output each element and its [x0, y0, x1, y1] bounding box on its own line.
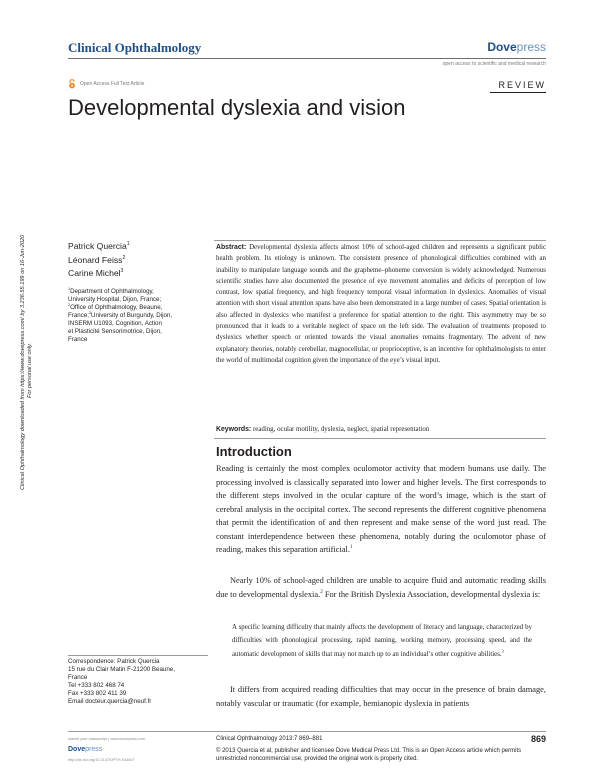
correspondence-email[interactable]: Email docteur.quercia@neuf.fr [68, 698, 152, 705]
affiliation-text: Department of Ophthalmology, [70, 288, 154, 295]
affiliation-line: INSERM U1093, Cognition, Action [68, 320, 162, 327]
publisher-logo-light: press [516, 40, 546, 54]
citation-ref[interactable]: 3 [501, 648, 504, 654]
body-paragraph: It differs from acquired reading difficulties that may occur in the presence of brain damage, notably vascular or traumatic (for example, hemianopic dyslexia in patients [216, 685, 546, 708]
journal-name: Clinical Ophthalmology [68, 40, 202, 55]
doi-link[interactable]: http://dx.doi.org/10.2147/OPTH.S44607 [68, 758, 135, 762]
abstract [216, 242, 546, 366]
affiliation-line: et Plasticité Sensorimotrice, Dijon, [68, 328, 162, 335]
abstract-label: Abstract: [216, 244, 247, 251]
keywords-text: reading, ocular motility, dyslexia, neglect, spatial representation [252, 426, 430, 433]
correspondence-line: Tel +333 802 468 74 [68, 682, 125, 689]
article-title: Developmental dyslexia and vision [68, 95, 406, 120]
article-type: REVIEW [498, 80, 546, 90]
page-number: 869 [530, 734, 546, 744]
body-paragraph [216, 574, 546, 601]
correspondence-line: Fax +333 802 411 39 [68, 690, 127, 697]
footer-publisher-logo[interactable] [68, 746, 102, 753]
author-sup: 2 [122, 254, 126, 261]
body-paragraph [216, 462, 546, 557]
footer-logo-light: press [85, 746, 103, 753]
author-list [68, 240, 130, 281]
download-watermark-line2: For personal use only. [27, 343, 33, 398]
author-name: Patrick Quercia [68, 241, 127, 251]
author-item [68, 267, 130, 281]
open-access-icon [68, 79, 76, 89]
publisher-logo[interactable] [487, 40, 546, 54]
citation-ref[interactable]: 2 [320, 589, 323, 595]
correspondence-line: 15 rue du Clair Matin F-21200 Beaune, [68, 666, 175, 673]
correspondence-line: Correspondence: Patrick Quercia [68, 658, 160, 665]
affiliations [68, 288, 218, 344]
section-heading-introduction: Introduction [216, 444, 292, 459]
affiliation-sup: 2 [68, 302, 71, 307]
keywords-label: Keywords: [216, 426, 252, 433]
download-watermark [20, 160, 34, 490]
correspondence-rule [68, 655, 208, 656]
keywords-bottom-rule [214, 438, 546, 439]
author-item [68, 254, 130, 268]
header-divider [68, 58, 546, 59]
submit-manuscript-link[interactable]: submit your manuscript | www.dovepress.com [68, 737, 146, 741]
block-quote [232, 621, 532, 661]
author-name: Carine Michel [68, 268, 121, 278]
footer-divider [68, 731, 546, 732]
abstract-text: Developmental dyslexia affects almost 10% of school-aged children and represents a significant public health problem. Its etiology is unknown. The consistent presence of phonological difficulties combined with an inability to manipulate language sounds and the grapheme–phoneme conversion is widely acknowledged. Numerous scientific studies have also documented the presence of eye movement anomalies and deficits of perception of low contrast, low spatial frequency, and high frequency temporal visual information in dyslexics. Anomalies of visual attention with short visual attention spans have also been demonstrated in a large number of cases. Spatial orientation is also affected in dyslexics who manifest a preference for spatial attention to the right. This asymmetry may be so pronounced that it leads to a veritable neglect of space on the left side. The evaluation of treatments proposed to dyslexics whether speech or oriented towards the visual anomalies remains fragmentary. The advent of new explanatory theories, notably cerebellar, magnocellular, or proprioceptive, is an incentive for ophthalmologists to enter the world of multimodal cognition given the importance of the eye’s visual input. [216, 244, 547, 364]
affiliation-line [68, 312, 218, 320]
footer-logo-bold: Dove [68, 746, 86, 753]
correspondence [68, 658, 218, 706]
affiliation-line [68, 288, 218, 296]
article-type-rule [490, 92, 546, 93]
download-watermark-line1: Clinical Ophthalmology downloaded from https://www.dovepress.com/ by 3.236.55.199 on 16-Jun-2020 [20, 234, 26, 490]
footer-license: © 2013 Quercia et al, publisher and licensee Dove Medical Press Ltd. This is an Open Access article which permits unrestricted noncommercial use, provided the original work is properly cited. [216, 748, 522, 763]
affiliation-line: University Hospital, Dijon, France; [68, 296, 162, 303]
footer-citation: Clinical Ophthalmology 2013:7 869–881 [216, 736, 323, 742]
paragraph-text: Reading is certainly the most complex oculomotor activity that modern humans use daily. The processing involved is classically separated into lower and higher levels. The first corresponds to the different steps involved in the ocular capture of the word’s image, which is the start of cerebral analysis in the occipital cortex. The second represents the different cognitive phenomena that permit the identification of and then represent and make sense of the word just read. The constant interdependence between these phenomena, notably during the oculomotor phase of reading, makes this separation artificial. [216, 464, 546, 554]
citation-ref[interactable]: 1 [349, 545, 353, 551]
publisher-tagline: open access to scientific and medical research [442, 61, 546, 67]
affiliation-text: Office of Ophthalmology, Beaune, [70, 304, 163, 311]
author-item [68, 240, 130, 254]
author-name: Léonard Feiss [68, 254, 123, 265]
quote-text: A specific learning difficulty that mainly affects the development of literacy and language, characterized by difficulties with phonological processing, rapid naming, working memory, processing speed, and the automatic development of skills that may not match up to an individual’s other cognitive abilities. [232, 624, 532, 658]
paragraph-text: For the British Dyslexia Association, developmental dyslexia is: [322, 589, 541, 599]
abstract-top-rule [214, 240, 546, 241]
affiliation-sup: 1 [68, 286, 71, 291]
affiliation-text: University of Burgundy, Dijon, [91, 312, 173, 319]
affiliation-line: France [68, 336, 88, 343]
open-access-label: Open Access Full Text Article [80, 81, 145, 87]
correspondence-line: France [68, 674, 88, 681]
paragraph-text: Nearly 10% of school-aged children are unable to acquire fluid and automatic reading skills due to developmental dyslexia. [216, 576, 546, 599]
publisher-logo-bold: Dove [487, 40, 517, 54]
author-sup: 3 [120, 268, 124, 275]
affiliation-sup: 3 [88, 310, 92, 315]
author-sup: 1 [126, 241, 130, 248]
affiliation-text: France; [68, 312, 89, 319]
keywords [216, 424, 546, 435]
